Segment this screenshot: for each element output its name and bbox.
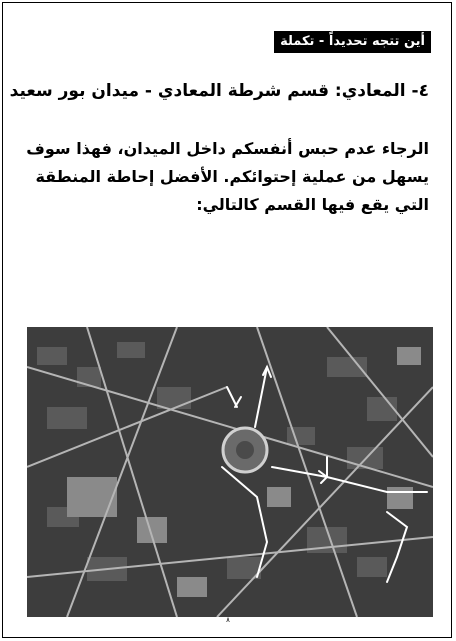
satellite-map-image [27, 327, 433, 617]
page-number: ٨ [226, 616, 230, 624]
section-heading: ٤- المعادي: قسم شرطة المعادي - ميدان بور سعيد [9, 81, 429, 101]
section-header-badge: أين تتجه تحديداً - تكملة [274, 31, 431, 53]
instruction-paragraph: الرجاء عدم حبس أنفسكم داخل الميدان، فهذا سوف يسهل من عملية إحتوائكم. الأفضل إحاطة المنطقة التي يقع فيها القسم كالتالي: [26, 139, 429, 214]
map-graphic [27, 327, 433, 617]
